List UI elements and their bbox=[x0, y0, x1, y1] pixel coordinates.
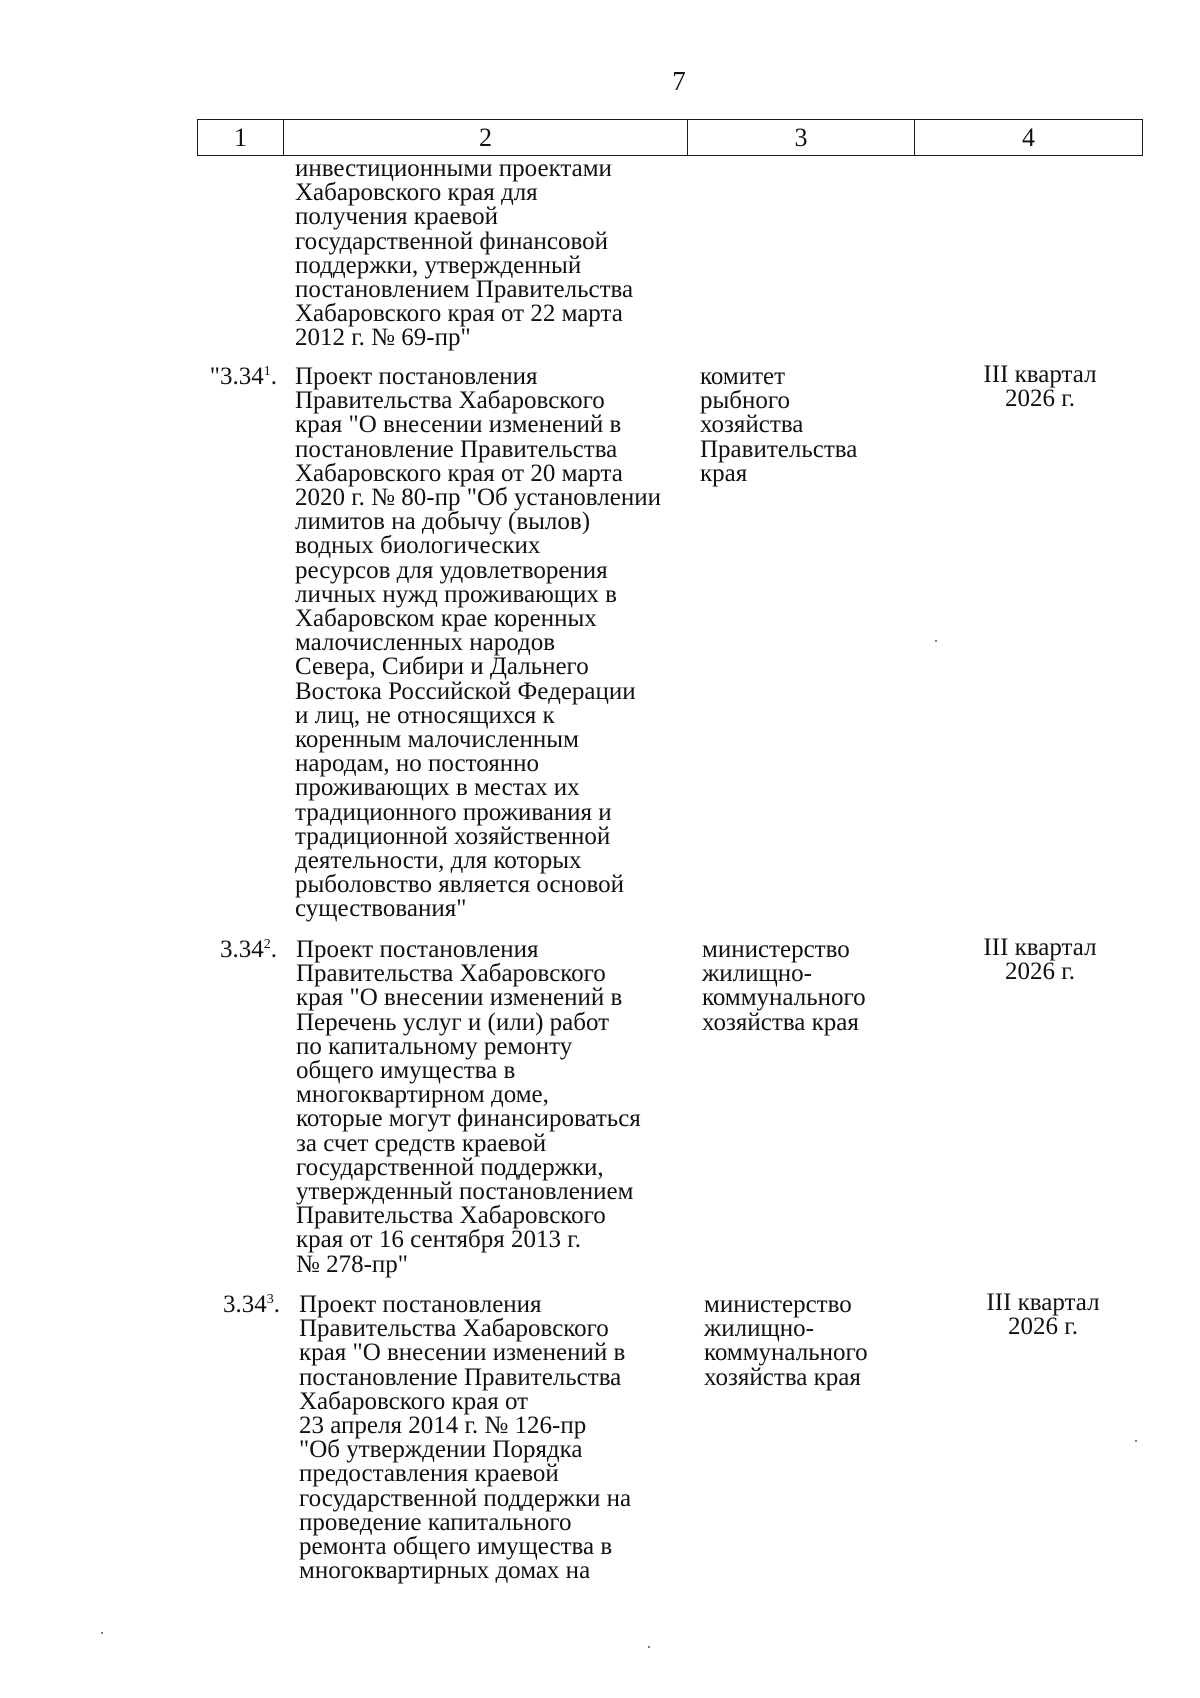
table-header-col-3: 3 bbox=[687, 120, 914, 155]
scan-speck bbox=[935, 640, 937, 642]
row-term: III квартал 2026 г. bbox=[983, 361, 1097, 413]
table-header bbox=[197, 119, 1143, 156]
row-number: 3.34$^3$. bbox=[223, 1291, 280, 1318]
table-header-col-4: 4 bbox=[914, 120, 1142, 155]
row-executor: министерство жилищно- коммунального хозяйства края bbox=[702, 936, 866, 1036]
row-number: 3.34$^2$. bbox=[220, 936, 277, 963]
scan-speck bbox=[648, 1646, 650, 1648]
row-term: III квартал 2026 г. bbox=[983, 934, 1097, 986]
table-header-col-1: 1 bbox=[234, 122, 247, 152]
page-number: 7 bbox=[672, 66, 686, 96]
scan-speck bbox=[1135, 1440, 1137, 1442]
row-description: Проект постановления Правительства Хабаровского края "О внесении изменений в постановление Правительства Хабаровского края от 23 апреля 2014 г. № 126-пр "Об утверждении Порядка предоставления краевой государственной поддержки на проведение капитального ремонта общего имущества в многоквартирных домах на bbox=[299, 1291, 632, 1585]
scan-speck bbox=[101, 1632, 103, 1634]
table-header-col-2: 2 bbox=[283, 120, 687, 155]
row-executor: комитет рыбного хозяйства Правительства края bbox=[700, 363, 858, 487]
row-term: III квартал 2026 г. bbox=[986, 1289, 1100, 1341]
row-executor: министерство жилищно- коммунального хозяйства края bbox=[704, 1291, 868, 1391]
continuation-text: инвестиционными проектами Хабаровского края для получения краевой государственной финансовой поддержки, утвержденный постановлением Правительства Хабаровского края от 22 марта 2012 г. № 69-пр" bbox=[295, 155, 634, 352]
row-description: Проект постановления Правительства Хабаровского края "О внесении изменений в постановление Правительства Хабаровского края от 20 марта 2020 г. № 80-пр "Об установлении лимитов на добычу (вылов) водных биологических ресурсов для удовлетворения личных нужд проживающих в Хабаровском крае коренных малочисленных народов Севера, Сибири и Дальнего Востока Российской Федерации и лиц, не относящихся к коренным малочисленным народам, но постоянно проживающих в местах их традиционного проживания и традиционной хозяйственной деятельности, для которых рыболовство является основой существования" bbox=[295, 363, 661, 923]
row-description: Проект постановления Правительства Хабаровского края "О внесении изменений в Перечень услуг и (или) работ по капитальному ремонту общего имущества в многоквартирном доме, которые могут финансироваться за счет средств краевой государственной поддержки, утвержденный постановлением Правительства Хабаровского края от 16 сентября 2013 г. № 278-пр" bbox=[296, 936, 641, 1278]
row-number: "3.34$^1$. bbox=[209, 363, 277, 390]
